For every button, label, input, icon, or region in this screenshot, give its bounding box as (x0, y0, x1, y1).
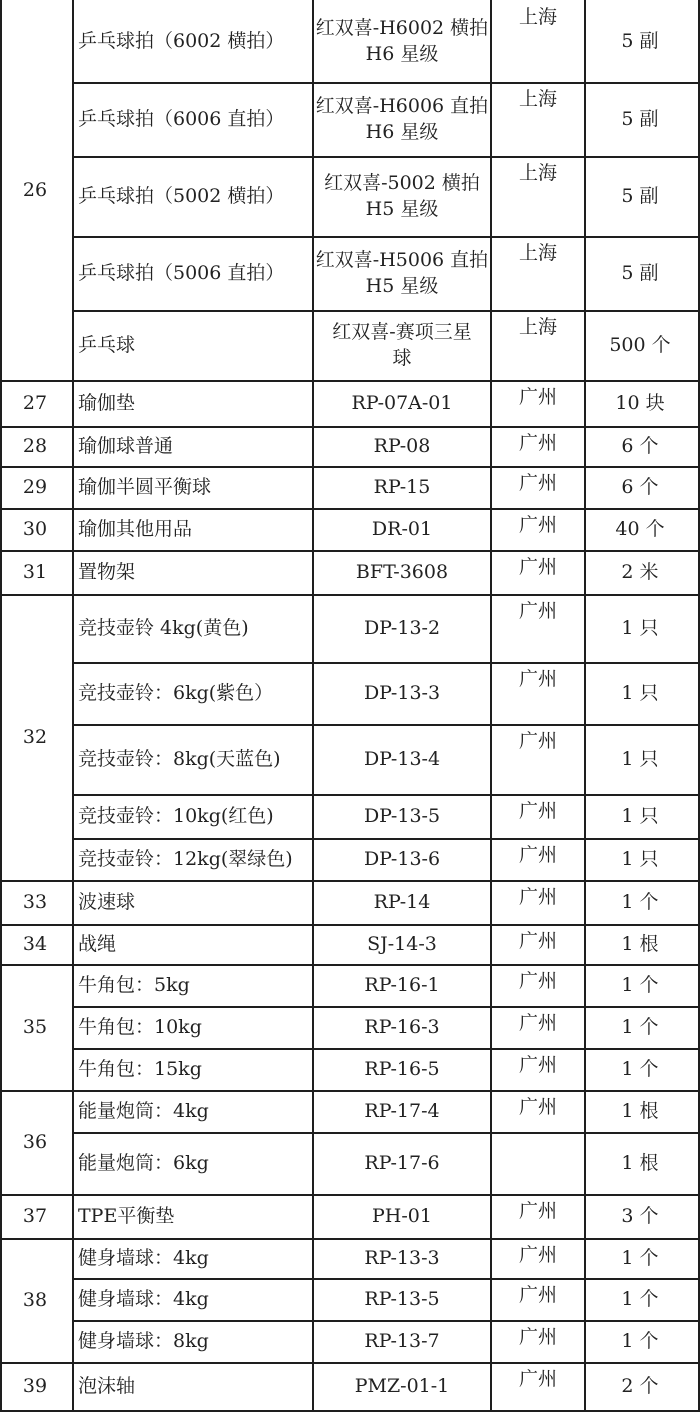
item-origin: 广州 (518, 1326, 557, 1348)
item-name: 瑜伽其他用品 (78, 518, 193, 540)
item-model: H6 星级 (365, 121, 439, 143)
table-row-line (72, 236, 700, 238)
item-quantity: 1 根 (621, 933, 659, 955)
item-model: RP-08 (373, 435, 431, 457)
item-model: PH-01 (372, 1205, 432, 1227)
item-quantity: 40 个 (615, 518, 665, 540)
item-name: 战绳 (78, 933, 117, 955)
item-model: RP-14 (373, 891, 431, 913)
table-row-line (0, 1410, 700, 1412)
item-origin: 广州 (518, 1012, 557, 1034)
item-origin: 广州 (518, 1054, 557, 1076)
item-name: 健身墙球：4kg (78, 1247, 209, 1269)
item-quantity: 6 个 (621, 435, 659, 457)
row-number: 36 (22, 1131, 48, 1153)
item-quantity: 1 只 (621, 805, 659, 827)
item-quantity: 1 个 (621, 974, 659, 996)
item-quantity: 1 个 (621, 1016, 659, 1038)
item-model: DP-13-4 (363, 748, 441, 770)
item-quantity: 1 个 (621, 1330, 659, 1352)
table-row-line (0, 964, 700, 966)
item-model: H5 星级 (365, 198, 439, 220)
item-name: 乒乓球 (78, 334, 136, 356)
item-origin: 上海 (518, 162, 557, 184)
item-origin: 广州 (518, 970, 557, 992)
table-column-line (0, 0, 2, 1411)
item-name: 牛角包：15kg (78, 1058, 202, 1080)
item-name: 牛角包：5kg (78, 974, 190, 996)
row-number: 30 (22, 518, 48, 540)
item-origin: 广州 (518, 432, 557, 454)
row-number: 37 (22, 1205, 48, 1227)
item-quantity: 1 个 (621, 891, 659, 913)
item-model: 红双喜-赛项三星 (332, 321, 472, 343)
item-quantity: 10 块 (615, 392, 665, 414)
table-row-line (72, 1278, 700, 1280)
item-model: H5 星级 (365, 275, 439, 297)
item-origin: 上海 (518, 242, 557, 264)
table-row-line (72, 1006, 700, 1008)
item-quantity: 2 米 (621, 561, 659, 583)
item-model: RP-16-3 (364, 1016, 440, 1038)
item-quantity: 3 个 (621, 1205, 659, 1227)
table-row-line (72, 82, 700, 84)
item-quantity: 2 个 (621, 1375, 659, 1397)
item-quantity: 1 只 (621, 617, 659, 639)
item-model: 球 (392, 347, 412, 369)
table-row-line (72, 662, 700, 664)
item-model: RP-16-5 (364, 1058, 440, 1080)
item-quantity: 1 个 (621, 1058, 659, 1080)
item-quantity: 6 个 (621, 476, 659, 498)
table-row-line (0, 426, 700, 428)
item-name: 能量炮筒：4kg (78, 1100, 209, 1122)
item-name: 竞技壶铃 4kg(黄色) (78, 617, 249, 639)
table-row-line (0, 594, 700, 596)
table-row-line (72, 310, 700, 312)
row-number: 35 (22, 1016, 48, 1038)
item-origin: 广州 (518, 668, 557, 690)
item-name: 瑜伽半圆平衡球 (78, 476, 212, 498)
item-name: 波速球 (78, 891, 136, 913)
item-origin: 广州 (518, 930, 557, 952)
row-number: 34 (22, 933, 48, 955)
item-model: 红双喜-H5006 直拍 (315, 249, 489, 271)
item-name: 乒乓球拍（5002 横拍） (78, 185, 285, 207)
item-name: 牛角包：10kg (78, 1016, 202, 1038)
table-column-line (72, 0, 74, 1411)
table-row-line (72, 1132, 700, 1134)
item-model: 红双喜-5002 横拍 (324, 172, 480, 194)
item-model: PMZ-01-1 (354, 1375, 450, 1397)
table-row-line (72, 1320, 700, 1322)
item-quantity: 5 副 (621, 30, 659, 52)
table-row-line (72, 794, 700, 796)
item-origin: 广州 (518, 1368, 557, 1390)
item-model: RP-07A-01 (351, 392, 453, 414)
table-row-line (0, 1238, 700, 1240)
item-origin: 广州 (518, 514, 557, 536)
item-model: 红双喜-H6006 直拍 (315, 95, 489, 117)
item-model: RP-15 (373, 476, 431, 498)
item-name: 泡沫轴 (78, 1375, 136, 1397)
row-number: 27 (22, 392, 48, 414)
item-model: RP-13-7 (364, 1330, 440, 1352)
item-origin: 广州 (518, 844, 557, 866)
table-row-line (0, 380, 700, 382)
item-model: DP-13-3 (363, 682, 441, 704)
table-row-line (72, 1048, 700, 1050)
item-origin: 上海 (518, 6, 557, 28)
row-number: 28 (22, 435, 48, 457)
row-number: 31 (22, 561, 48, 583)
item-origin: 广州 (518, 1200, 557, 1222)
item-name: 瑜伽球普通 (78, 435, 174, 457)
row-number: 39 (22, 1375, 48, 1397)
item-model: RP-13-3 (364, 1247, 440, 1269)
item-name: 乒乓球拍（5006 直拍） (78, 262, 285, 284)
item-name: 置物架 (78, 561, 136, 583)
item-origin: 广州 (518, 886, 557, 908)
item-origin: 广州 (518, 472, 557, 494)
item-origin: 广州 (518, 600, 557, 622)
table-row-line (72, 724, 700, 726)
item-quantity: 5 副 (621, 262, 659, 284)
item-model: RP-13-5 (364, 1288, 440, 1310)
item-model: DP-13-2 (363, 617, 441, 639)
item-quantity: 5 副 (621, 108, 659, 130)
item-origin: 广州 (518, 800, 557, 822)
table-row-line (0, 1090, 700, 1092)
row-number: 29 (22, 476, 48, 498)
item-model: DR-01 (371, 518, 433, 540)
item-quantity: 5 副 (621, 185, 659, 207)
item-name: TPE平衡垫 (78, 1205, 175, 1227)
table-row-line (0, 466, 700, 468)
item-quantity: 1 只 (621, 848, 659, 870)
table-row-line (0, 1194, 700, 1196)
item-model: DP-13-6 (363, 848, 441, 870)
item-model: 红双喜-H6002 横拍 (315, 17, 489, 39)
item-origin: 上海 (518, 88, 557, 110)
item-origin: 上海 (518, 316, 557, 338)
item-model: RP-17-4 (364, 1100, 440, 1122)
table-row-line (0, 1362, 700, 1364)
item-name: 瑜伽垫 (78, 392, 136, 414)
item-name: 竞技壶铃：12kg(翠绿色) (78, 848, 293, 870)
item-model: RP-16-1 (364, 974, 440, 996)
row-number: 33 (22, 891, 48, 913)
item-origin: 广州 (518, 1284, 557, 1306)
table-row-line (0, 880, 700, 882)
item-model: DP-13-5 (363, 805, 441, 827)
item-name: 健身墙球：4kg (78, 1288, 209, 1310)
item-origin: 广州 (518, 730, 557, 752)
item-model: RP-17-6 (364, 1152, 440, 1174)
item-name: 乒乓球拍（6006 直拍） (78, 108, 285, 130)
item-origin: 广州 (518, 556, 557, 578)
table-row-line (72, 156, 700, 158)
table-row-line (0, 508, 700, 510)
item-quantity: 1 只 (621, 682, 659, 704)
table-row-line (72, 838, 700, 840)
item-name: 乒乓球拍（6002 横拍） (78, 30, 285, 52)
row-number: 32 (22, 726, 48, 748)
item-model: H6 星级 (365, 43, 439, 65)
table-row-line (0, 550, 700, 552)
item-model: SJ-14-3 (367, 933, 437, 955)
item-quantity: 1 根 (621, 1100, 659, 1122)
row-number: 38 (22, 1289, 48, 1311)
item-name: 竞技壶铃：8kg(天蓝色) (78, 748, 281, 770)
item-name: 竞技壶铃：6kg(紫色） (78, 682, 274, 704)
item-quantity: 500 个 (609, 334, 671, 356)
item-origin: 广州 (518, 1244, 557, 1266)
item-name: 健身墙球：8kg (78, 1330, 209, 1352)
item-origin: 广州 (518, 1096, 557, 1118)
item-name: 竞技壶铃：10kg(红色) (78, 805, 274, 827)
item-quantity: 1 只 (621, 748, 659, 770)
table-column-line (584, 0, 586, 1411)
row-number: 26 (22, 179, 48, 201)
item-model: BFT-3608 (355, 561, 449, 583)
item-name: 能量炮筒：6kg (78, 1152, 209, 1174)
item-quantity: 1 个 (621, 1247, 659, 1269)
item-quantity: 1 根 (621, 1152, 659, 1174)
item-origin: 广州 (518, 386, 557, 408)
item-quantity: 1 个 (621, 1288, 659, 1310)
table-row-line (0, 924, 700, 926)
